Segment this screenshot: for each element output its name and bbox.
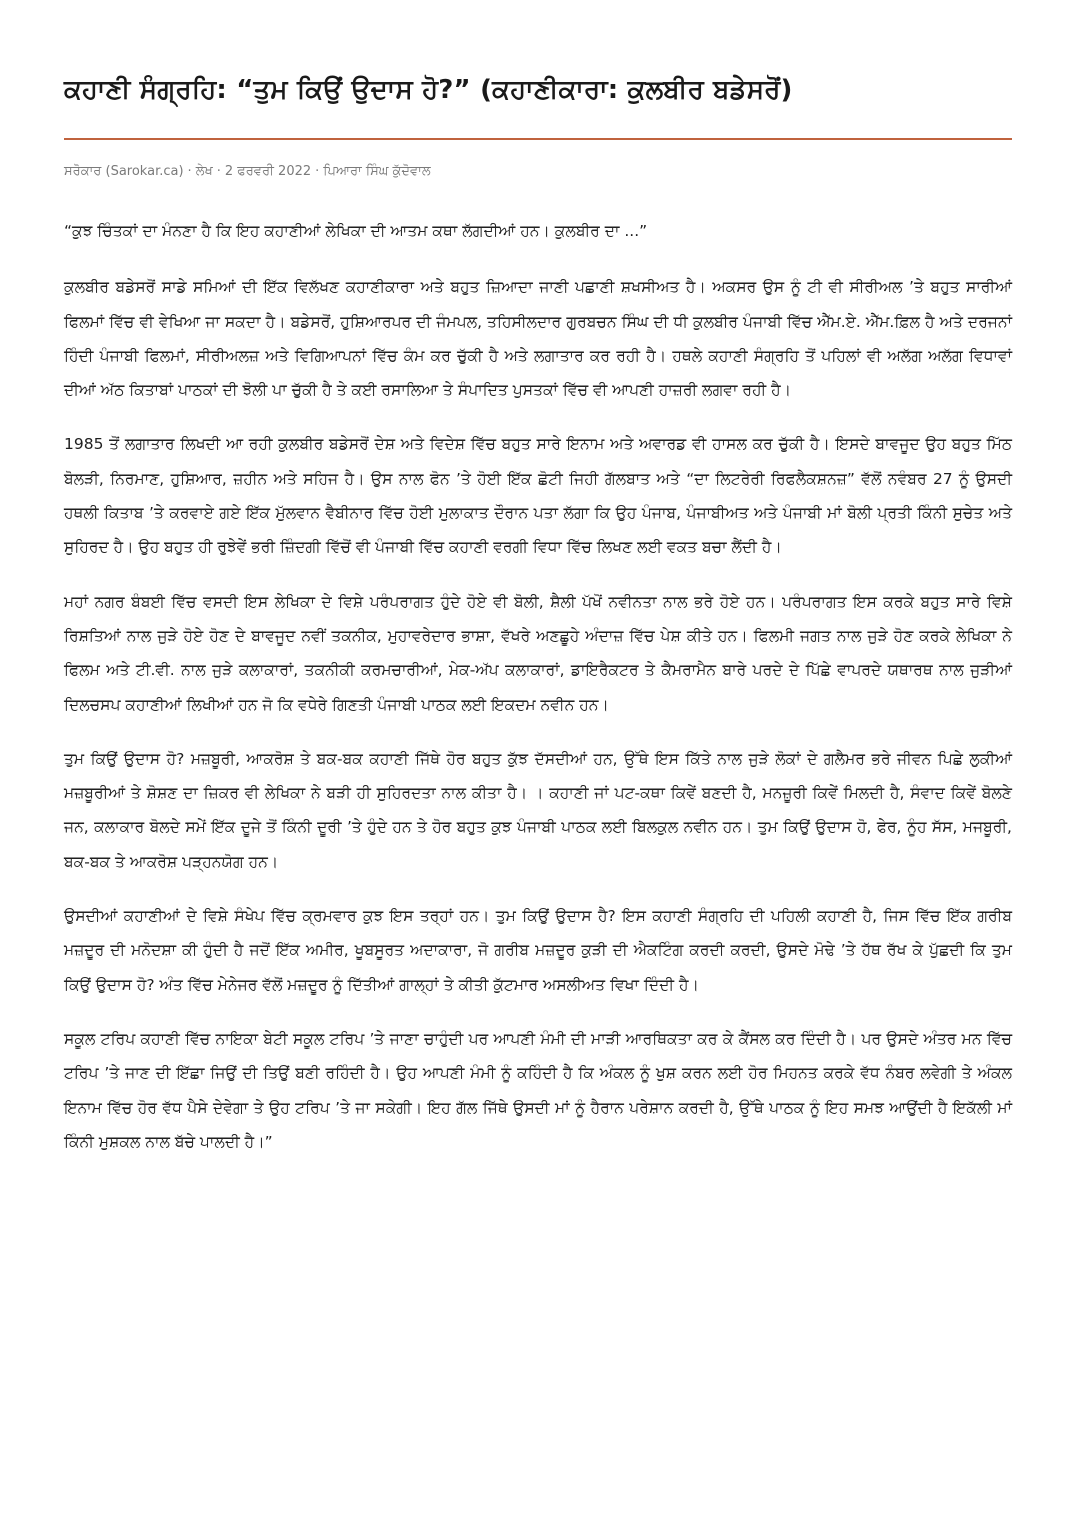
paragraph: 1985 ਤੋਂ ਲਗਾਤਾਰ ਲਿਖਦੀ ਆ ਰਹੀ ਕੁਲਬੀਰ ਬਡੇਸਰੋਂ ਦੇਸ਼ ਅਤੇ ਵਿਦੇਸ਼ ਵਿੱਚ ਬਹੁਤ ਸਾਰੇ ਇਨਾਮ ਅਤੇ ਅਵਾਰਡ ਵੀ ਹਾਸਲ ਕਰ ਚੁੱਕੀ ਹੈ। ਇਸਦੇ ਬਾਵਜੂਦ ਉਹ ਬਹੁਤ ਮਿੱਠ ਬੋਲੜੀ, ਨਿਰਮਾਣ, ਹੁਸ਼ਿਆਰ, ਜ਼ਹੀਨ ਅਤੇ ਸਹਿਜ ਹੈ। ਉਸ ਨਾਲ ਫੋਨ ’ਤੇ ਹੋਈ ਇੱਕ ਛੋਟੀ ਜਿਹੀ ਗੱਲਬਾਤ ਅਤੇ “ਦਾ ਲਿਟਰੇਰੀ ਰਿਫਲੈਕਸ਼ਨਜ਼” ਵੱਲੋਂ ਨਵੰਬਰ 27 ਨੂੰ ਉਸਦੀ ਹਥਲੀ ਕਿਤਾਬ ’ਤੇ ਕਰਵਾਏ ਗਏ ਇੱਕ ਮੁੱਲਵਾਨ ਵੈਬੀਨਾਰ ਵਿੱਚ ਹੋਈ ਮੁਲਾਕਾਤ ਦੌਰਾਨ ਪਤਾ ਲੱਗਾ ਕਿ ਉਹ ਪੰਜਾਬ, ਪੰਜਾਬੀਅਤ ਅਤੇ ਪੰਜਾਬੀ ਮਾਂ ਬੋਲੀ ਪ੍ਰਤੀ ਕਿੰਨੀ ਸੁਚੇਤ ਅਤੇ ਸੁਹਿਰਦ ਹੈ। ਉਹ ਬਹੁਤ ਹੀ ਰੁਝੇਵੇਂ ਭਰੀ ਜ਼ਿੰਦਗੀ ਵਿੱਚੋਂ ਵੀ ਪੰਜਾਬੀ ਵਿੱਚ ਕਹਾਣੀ ਵਰਗੀ ਵਿਧਾ ਵਿੱਚ ਲਿਖਣ ਲਈ ਵਕਤ ਬਚਾ ਲੈਂਦੀ ਹੈ। xyxy=(64,435,1012,557)
meta-separator: · xyxy=(216,164,221,179)
meta-source: ਸਰੋਕਾਰ (Sarokar.ca) xyxy=(64,164,184,179)
title-divider xyxy=(64,138,1012,140)
meta-separator: · xyxy=(315,164,320,179)
meta-author: ਪਿਆਰਾ ਸਿੰਘ ਕੁੱਦੋਵਾਲ xyxy=(323,164,431,179)
meta-date: 2 ਫਰਵਰੀ 2022 xyxy=(224,164,312,179)
meta-separator: · xyxy=(187,164,192,179)
pull-quote: “ਕੁਝ ਚਿੰਤਕਾਂ ਦਾ ਮੰਨਣਾ ਹੈ ਕਿ ਇਹ ਕਹਾਣੀਆਂ ਲੇਖਿਕਾ ਦੀ ਆਤਮ ਕਥਾ ਲੱਗਦੀਆਂ ਹਨ। ਕੁਲਬੀਰ ਦਾ ...” xyxy=(64,222,648,240)
article-meta xyxy=(64,162,1012,182)
paragraph: ਉਸਦੀਆਂ ਕਹਾਣੀਆਂ ਦੇ ਵਿਸ਼ੇ ਸੰਖੇਪ ਵਿੱਚ ਕ੍ਰਮਵਾਰ ਕੁਝ ਇਸ ਤਰ੍ਹਾਂ ਹਨ। ਤੁਮ ਕਿਉਂ ਉਦਾਸ ਹੈ? ਇਸ ਕਹਾਣੀ ਸੰਗ੍ਰਹਿ ਦੀ ਪਹਿਲੀ ਕਹਾਣੀ ਹੈ, ਜਿਸ ਵਿੱਚ ਇੱਕ ਗਰੀਬ ਮਜ਼ਦੂਰ ਦੀ ਮਨੋਦਸ਼ਾ ਕੀ ਹੁੰਦੀ ਹੈ ਜਦੋਂ ਇੱਕ ਅਮੀਰ, ਖੂਬਸੂਰਤ ਅਦਾਕਾਰਾ, ਜੋ ਗਰੀਬ ਮਜ਼ਦੂਰ ਕੁੜੀ ਦੀ ਐਕਟਿੰਗ ਕਰਦੀ ਕਰਦੀ, ਉਸਦੇ ਮੋਢੇ ’ਤੇ ਹੱਥ ਰੱਖ ਕੇ ਪੁੱਛਦੀ ਕਿ ਤੁਮ ਕਿਉਂ ਉਦਾਸ ਹੋ? ਅੰਤ ਵਿੱਚ ਮੇਨੇਜਰ ਵੱਲੋਂ ਮਜ਼ਦੂਰ ਨੂੰ ਦਿੱਤੀਆਂ ਗਾਲ੍ਹਾਂ ਤੇ ਕੀਤੀ ਕੁੱਟਮਾਰ ਅਸਲੀਅਤ ਵਿਖਾ ਦਿੰਦੀ ਹੈ। xyxy=(64,907,1012,994)
article-title: ਕਹਾਣੀ ਸੰਗ੍ਰਹਿ: “ਤੁਮ ਕਿਉਂ ਉਦਾਸ ਹੋ?” (ਕਹਾਣੀਕਾਰਾ: ਕੁਲਬੀਰ ਬਡੇਸਰੋਂ) xyxy=(64,75,793,105)
paragraph: ਮਹਾਂ ਨਗਰ ਬੰਬਈ ਵਿੱਚ ਵਸਦੀ ਇਸ ਲੇਖਿਕਾ ਦੇ ਵਿਸ਼ੇ ਪਰੰਪਰਾਗਤ ਹੁੰਦੇ ਹੋਏ ਵੀ ਬੋਲੀ, ਸ਼ੈਲੀ ਪੱਖੋਂ ਨਵੀਨਤਾ ਨਾਲ ਭਰੇ ਹੋਏ ਹਨ। ਪਰੰਪਰਾਗਤ ਇਸ ਕਰਕੇ ਬਹੁਤ ਸਾਰੇ ਵਿਸ਼ੇ ਰਿਸ਼ਤਿਆਂ ਨਾਲ ਜੁੜੇ ਹੋਏ ਹੋਣ ਦੇ ਬਾਵਜੂਦ ਨਵੀਂ ਤਕਨੀਕ, ਮੁਹਾਵਰੇਦਾਰ ਭਾਸ਼ਾ, ਵੱਖਰੇ ਅਣਛੂਹੇ ਅੰਦਾਜ਼ ਵਿੱਚ ਪੇਸ਼ ਕੀਤੇ ਹਨ। ਫਿਲਮੀ ਜਗਤ ਨਾਲ ਜੁੜੇ ਹੋਣ ਕਰਕੇ ਲੇਖਿਕਾ ਨੇ ਫਿਲਮ ਅਤੇ ਟੀ.ਵੀ. ਨਾਲ ਜੁੜੇ ਕਲਾਕਾਰਾਂ, ਤਕਨੀਕੀ ਕਰਮਚਾਰੀਆਂ, ਮੇਕ-ਅੱਪ ਕਲਾਕਾਰਾਂ, ਡਾਇਰੈਕਟਰ ਤੇ ਕੈਮਰਾਮੈਨ ਬਾਰੇ ਪਰਦੇ ਦੇ ਪਿੱਛੇ ਵਾਪਰਦੇ ਯਥਾਰਥ ਨਾਲ ਜੁੜੀਆਂ ਦਿਲਚਸਪ ਕਹਾਣੀਆਂ ਲਿਖੀਆਂ ਹਨ ਜੋ ਕਿ ਵਧੇਰੇ ਗਿਣਤੀ ਪੰਜਾਬੀ ਪਾਠਕ ਲਈ ਇਕਦਮ ਨਵੀਨ ਹਨ। xyxy=(64,592,1012,714)
paragraph: ਕੁਲਬੀਰ ਬਡੇਸਰੋਂ ਸਾਡੇ ਸਮਿਆਂ ਦੀ ਇੱਕ ਵਿਲੱਖਣ ਕਹਾਣੀਕਾਰਾ ਅਤੇ ਬਹੁਤ ਜ਼ਿਆਦਾ ਜਾਣੀ ਪਛਾਣੀ ਸ਼ਖਸੀਅਤ ਹੈ। ਅਕਸਰ ਉਸ ਨੂੰ ਟੀ ਵੀ ਸੀਰੀਅਲ ’ਤੇ ਬਹੁਤ ਸਾਰੀਆਂ ਫਿਲਮਾਂ ਵਿੱਚ ਵੀ ਵੇਖਿਆ ਜਾ ਸਕਦਾ ਹੈ। ਬਡੇਸਰੋਂ, ਹੁਸ਼ਿਆਰਪਰ ਦੀ ਜੰਮਪਲ, ਤਹਿਸੀਲਦਾਰ ਗੁਰਬਚਨ ਸਿੰਘ ਦੀ ਧੀ ਕੁਲਬੀਰ ਪੰਜਾਬੀ ਵਿੱਚ ਐੱਮ.ਏ. ਐੱਮ.ਫ਼ਿਲ ਹੈ ਅਤੇ ਦਰਜਨਾਂ ਹਿੰਦੀ ਪੰਜਾਬੀ ਫਿਲਮਾਂ, ਸੀਰੀਅਲਜ਼ ਅਤੇ ਵਿਗਿਆਪਨਾਂ ਵਿੱਚ ਕੰਮ ਕਰ ਚੁੱਕੀ ਹੈ ਅਤੇ ਲਗਾਤਾਰ ਕਰ ਰਹੀ ਹੈ। ਹਥਲੇ ਕਹਾਣੀ ਸੰਗ੍ਰਹਿ ਤੋਂ ਪਹਿਲਾਂ ਵੀ ਅਲੱਗ ਅਲੱਗ ਵਿਧਾਵਾਂ ਦੀਆਂ ਅੱਠ ਕਿਤਾਬਾਂ ਪਾਠਕਾਂ ਦੀ ਝੋਲੀ ਪਾ ਚੁੱਕੀ ਹੈ ਤੇ ਕਈ ਰਸਾਲਿਆ ਤੇ ਸੰਪਾਦਿਤ ਪੁਸਤਕਾਂ ਵਿੱਚ ਵੀ ਆਪਣੀ ਹਾਜ਼ਰੀ ਲਗਵਾ ਰਹੀ ਹੈ। xyxy=(64,278,1012,400)
paragraph: ਤੁਮ ਕਿਉਂ ਉਦਾਸ ਹੋ? ਮਜ਼ਬੂਰੀ, ਆਕਰੋਸ਼ ਤੇ ਬਕ-ਬਕ ਕਹਾਣੀ ਜਿੱਥੇ ਹੋਰ ਬਹੁਤ ਕੁੱਝ ਦੱਸਦੀਆਂ ਹਨ, ਉੱਥੇ ਇਸ ਕਿੱਤੇ ਨਾਲ ਜੁੜੇ ਲੋਕਾਂ ਦੇ ਗਲੈਮਰ ਭਰੇ ਜੀਵਨ ਪਿਛੇ ਲੁਕੀਆਂ ਮਜ਼ਬੂਰੀਆਂ ਤੇ ਸ਼ੋਸ਼ਣ ਦਾ ਜ਼ਿਕਰ ਵੀ ਲੇਖਿਕਾ ਨੇ ਬੜੀ ਹੀ ਸੁਹਿਰਦਤਾ ਨਾਲ ਕੀਤਾ ਹੈ। । ਕਹਾਣੀ ਜਾਂ ਪਟ-ਕਥਾ ਕਿਵੇਂ ਬਣਦੀ ਹੈ, ਮਨਜ਼ੂਰੀ ਕਿਵੇਂ ਮਿਲਦੀ ਹੈ, ਸੰਵਾਦ ਕਿਵੇਂ ਬੋਲਣੇ ਜਨ, ਕਲਾਕਾਰ ਬੋਲਦੇ ਸਮੇਂ ਇੱਕ ਦੂਜੇ ਤੋਂ ਕਿੰਨੀ ਦੂਰੀ ’ਤੇ ਹੁੰਦੇ ਹਨ ਤੇ ਹੋਰ ਬਹੁਤ ਕੁਝ ਪੰਜਾਬੀ ਪਾਠਕ ਲਈ ਬਿਲਕੁਲ ਨਵੀਨ ਹਨ। ਤੁਮ ਕਿਉਂ ਉਦਾਸ ਹੋ, ਫੇਰ, ਨੂੰਹ ਸੱਸ, ਮਜਬੂਰੀ, ਬਕ-ਬਕ ਤੇ ਆਕਰੋਸ਼ ਪੜ੍ਹਨਯੋਗ ਹਨ। xyxy=(64,749,1012,871)
article-body xyxy=(64,214,1012,1159)
meta-category: ਲੇਖ xyxy=(195,164,213,179)
paragraph: ਸਕੂਲ ਟਰਿਪ ਕਹਾਣੀ ਵਿੱਚ ਨਾਇਕਾ ਬੇਟੀ ਸਕੂਲ ਟਰਿਪ ’ਤੇ ਜਾਣਾ ਚਾਹੁੰਦੀ ਪਰ ਆਪਣੀ ਮੰਮੀ ਦੀ ਮਾੜੀ ਆਰਥਿਕਤਾ ਕਰ ਕੇ ਕੈਂਸਲ ਕਰ ਦਿੰਦੀ ਹੈ। ਪਰ ਉਸਦੇ ਅੰਤਰ ਮਨ ਵਿੱਚ ਟਰਿਪ ’ਤੇ ਜਾਣ ਦੀ ਇੱਛਾ ਜਿਉਂ ਦੀ ਤਿਉਂ ਬਣੀ ਰਹਿੰਦੀ ਹੈ। ਉਹ ਆਪਣੀ ਮੰਮੀ ਨੂੰ ਕਹਿੰਦੀ ਹੈ ਕਿ ਅੰਕਲ ਨੂੰ ਖੁਸ਼ ਕਰਨ ਲਈ ਹੋਰ ਮਿਹਨਤ ਕਰਕੇ ਵੱਧ ਨੰਬਰ ਲਵੇਗੀ ਤੇ ਅੰਕਲ ਇਨਾਮ ਵਿੱਚ ਹੋਰ ਵੱਧ ਪੈਸੇ ਦੇਵੇਗਾ ਤੇ ਉਹ ਟਰਿਪ ’ਤੇ ਜਾ ਸਕੇਗੀ। ਇਹ ਗੱਲ ਜਿੱਥੇ ਉਸਦੀ ਮਾਂ ਨੂੰ ਹੈਰਾਨ ਪਰੇਸ਼ਾਨ ਕਰਦੀ ਹੈ, ਉੱਥੇ ਪਾਠਕ ਨੂੰ ਇਹ ਸਮਝ ਆਉਂਦੀ ਹੈ ਇਕੱਲੀ ਮਾਂ ਕਿੰਨੀ ਮੁਸ਼ਕਲ ਨਾਲ ਬੱਚੇ ਪਾਲਦੀ ਹੈ।” xyxy=(64,1029,1012,1151)
